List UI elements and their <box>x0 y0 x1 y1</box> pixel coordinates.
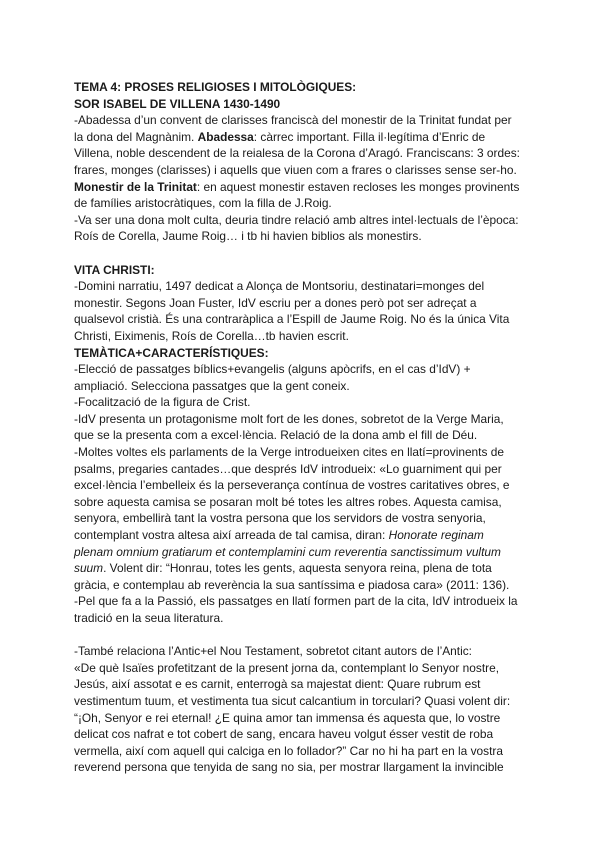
latin-quote: Honorate reginam <box>388 528 484 543</box>
testament-line: -També relaciona l’Antic+el Nou Testament, sobretot citant autors de l’Antic: <box>74 644 472 659</box>
latin-quote: suum <box>74 561 104 576</box>
tematica-line: senyora, embellirà tant la vostra persona que los servidors de vostra senyoria, <box>74 511 486 526</box>
intro-section <box>74 112 540 245</box>
intro-text: : en aquest monestir estaven recloses les monges provinents <box>196 179 520 194</box>
vita-section <box>74 262 540 345</box>
intro-line: Roís de Corella, Jaume Roig… i tb hi havien biblios als monestirs. <box>74 229 422 244</box>
tematica-line: -Moltes voltes els parlaments de la Verge introdueixen cites en llatí=provinents de <box>74 445 504 460</box>
tematica-section <box>74 345 540 627</box>
testament-line: “¡Oh, Senyor e rei eternal! ¿E quina amor tan immensa és aquesta que, lo vostre <box>74 710 501 725</box>
latin-quote-line: plenam omnium gratiarum et contemplamini cum reverentia sanctissimum vultum <box>74 544 501 559</box>
page-title: TEMA 4: PROSES RELIGIOSES I MITOLÒGIQUES: <box>74 80 357 94</box>
abadessa-term: Abadessa <box>197 129 254 144</box>
intro-text: : càrrec important. Filla il·legítima d’Enric de <box>253 129 486 144</box>
testament-line: vestimentum tuum, et vestimenta tua sicut calcantium in torculari? Quasi volent dir: <box>74 693 511 708</box>
vita-line: -Domini narratiu, 1497 dedicat a Alonça de Montsoriu, destinatari=monges del <box>74 279 485 294</box>
intro-line: -Abadessa d’un convent de clarisses franciscà del monestir de la Trinitat fundat per <box>74 113 512 128</box>
vita-line: Christi, Eiximenis, Roís de Corella…tb havien escrit. <box>74 328 349 343</box>
intro-line: de famílies aristocràtiques, com la filla de J.Roig. <box>74 196 332 211</box>
tematica-line: gràcia, e contemplau ab reverència la sua santíssima e piadosa cara» (2011: 136). <box>74 577 510 592</box>
testament-line: delicat cos nafrat e tot cobert de sang, encara haveu volgut ésser vestit de roba <box>74 727 494 742</box>
testament-line: «De què Isaïes profetitzant de la present jorna da, contemplant lo Senyor nostre, <box>74 660 500 675</box>
tematica-line: -Elecció de passatges bíblics+evangelis (alguns apòcrifs, en el cas d’IdV) + <box>74 362 471 377</box>
testament-line: Jesús, així assotat e es carnit, enterrogà sa majestat dient: Quare rubrum est <box>74 677 481 692</box>
intro-line <box>74 129 540 146</box>
intro-line: Villena, noble descendent de la reialesa de la Corona d’Aragó. Franciscans: 3 ordes: <box>74 146 520 161</box>
tematica-line: que se la presenta com a excel·lència. Relació de la dona amb el fill de Déu. <box>74 428 478 443</box>
testament-line: vermella, així com aquell qui calciga en lo follador?” Car no hi ha part en la vostra <box>74 743 503 758</box>
tematica-line: tradició en la seua literatura. <box>74 611 224 625</box>
intro-line: -Va ser una dona molt culta, deuria tindre relació amb altres intel·lectuals de l’època: <box>74 212 519 227</box>
paragraph-gap <box>74 245 540 262</box>
tematica-line: excel·lència l’embelleix és la perseverança contínua de vostres caritatives obres, e <box>74 478 510 493</box>
tematica-line: sobre aquesta camisa se posaran molt bé totes les altres robes. Aquesta camisa, <box>74 494 502 509</box>
tematica-line: -Focalització de la figura de Crist. <box>74 395 251 410</box>
section-heading-tematica: TEMÀTICA+CARACTERÍSTIQUES: <box>74 345 269 360</box>
tematica-line: -Pel que fa a la Passió, els passatges en llatí formen part de la cita, IdV introdueix la <box>74 594 518 609</box>
tematica-line: ampliació. Selecciona passatges que la gent coneix. <box>74 378 350 393</box>
intro-line: frares, monges (clarisses) i aquells que viuen com a frares o clarisses sense ser-ho. <box>74 162 517 177</box>
paragraph-gap <box>74 627 540 644</box>
testament-line: reverend persona que tenyida de sang no sia, per mostrar llargament la invincible <box>74 760 504 775</box>
tematica-line <box>74 527 540 544</box>
intro-text: la dona del Magnànim. <box>74 129 198 144</box>
vita-line: qualsevol cristià. És una contraràplica a l’Espill de Jaume Roig. No és la única Vita <box>74 312 510 327</box>
quote-text: contemplant vostra altesa així arreada de tal camisa, diran: <box>74 528 389 543</box>
intro-line <box>74 179 540 196</box>
tematica-line: psalms, pregaries cantades…que després IdV introdueix: «Lo guarniment qui per <box>74 461 502 476</box>
testament-section <box>74 643 540 776</box>
tematica-line: -IdV presenta un protagonisme molt fort de les dones, sobretot de la Verge Maria, <box>74 411 504 426</box>
quote-text: . Volent dir: “Honrau, totes les gents, aquesta senyora reina, plena de tota <box>103 561 492 576</box>
tematica-line <box>74 560 540 577</box>
monestir-term: Monestir de la Trinitat <box>74 179 197 194</box>
section-heading-vita: VITA CHRISTI: <box>74 262 155 277</box>
page-subtitle: SOR ISABEL DE VILLENA 1430-1490 <box>74 96 281 111</box>
vita-line: monestir. Segons Joan Fuster, IdV escriu per a dones però pot ser adreçat a <box>74 295 477 310</box>
